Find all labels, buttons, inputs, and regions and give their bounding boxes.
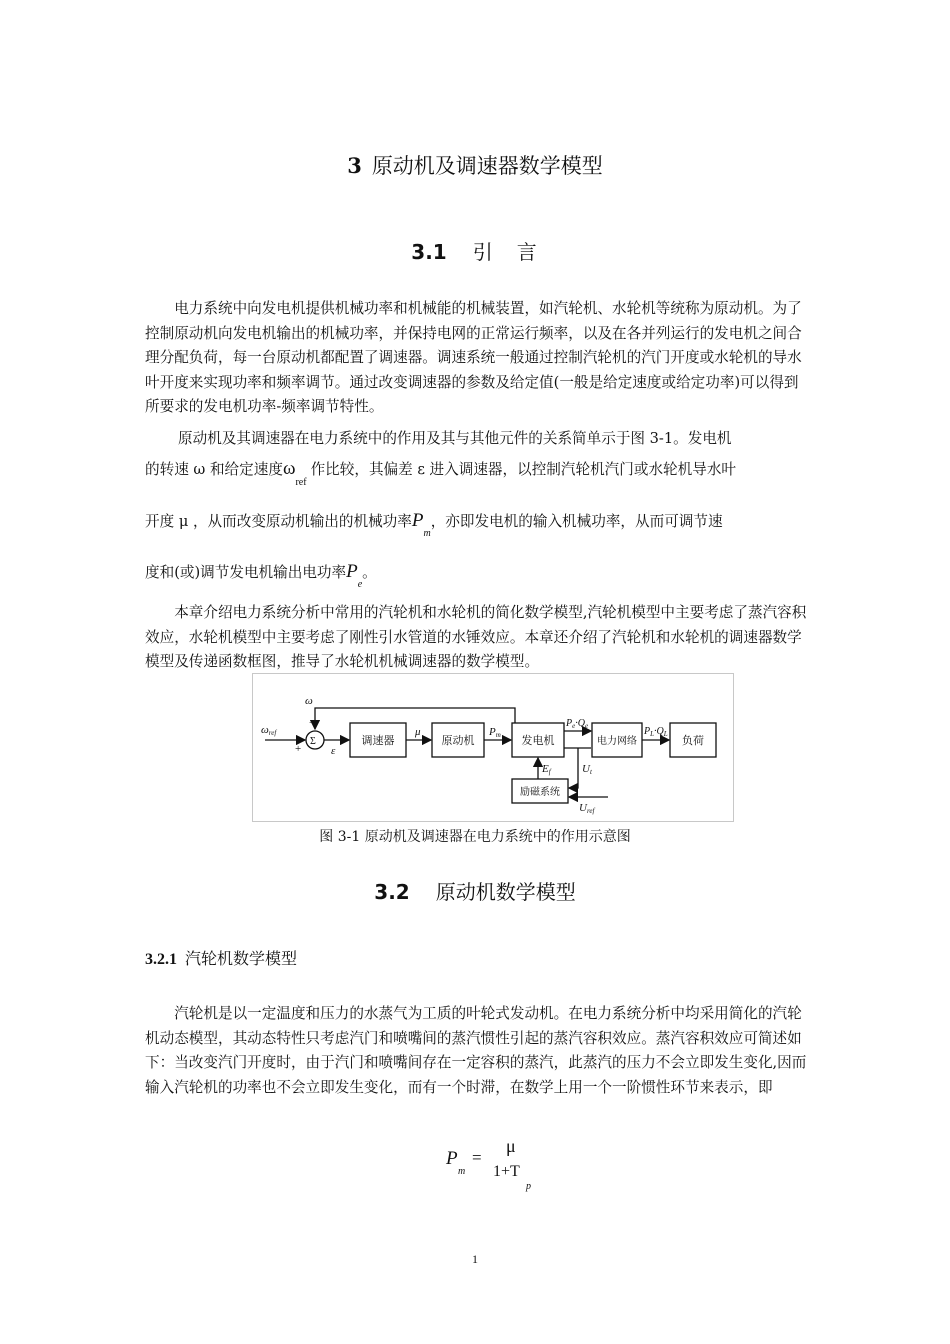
formula-equals: = <box>472 1148 482 1167</box>
omega-ref-symbol: ω <box>282 458 296 479</box>
text-segment: 作比较，其偏差 ε 进入调速器，以控制汽轮机汽门或水轮机导水叶 <box>310 461 737 478</box>
intro-paragraph-2-line-2 <box>145 458 737 488</box>
pl-ql-label: $P_L\cdot Q_L$ <box>644 726 668 738</box>
pe-symbol: P <box>346 561 358 582</box>
text-segment: 的转速 ω 和给定速度 <box>145 461 283 478</box>
formula-lhs: P <box>446 1148 458 1169</box>
formula-denominator <box>493 1163 520 1181</box>
section-title-3-2 <box>0 876 950 905</box>
section-title-text: 引 言 <box>472 240 539 264</box>
steam-turbine-paragraph: 汽轮机是以一定温度和压力的水蒸气为工质的叶轮式发动机。在电力系统分析中均采用简化的汽轮机动态模型，其动态特性只考虑汽门和喷嘴间的蒸汽惯性引起的蒸汽容积效应。蒸汽容积效应可简述如下：当改变汽门开度时，由于汽门和喷嘴间存在一定容积的蒸汽，此蒸汽的压力不会立即发生变化,因而输入汽轮机的功率也不会立即发生变化，而有一个时滞，在数学上用一个一阶惯性环节来表示，即 <box>145 1005 807 1096</box>
pm-symbol: P <box>411 510 424 531</box>
subsection-title-3-2-1 <box>145 946 297 969</box>
block-diagram <box>253 674 733 821</box>
text-segment: 度和(或)调节发电机输出电功率 <box>145 564 347 581</box>
chapter-title-text: 原动机及调速器数学模型 <box>371 154 603 178</box>
section-number: 3.2 <box>374 880 410 904</box>
mu-label: μ <box>415 726 421 738</box>
intro-paragraph-2-line-4 <box>145 561 377 590</box>
subsection-number: 3.2.1 <box>145 951 177 968</box>
intro-paragraph-3: 本章介绍电力系统分析中常用的汽轮机和水轮机的简化数学模型,汽轮机模型中主要考虑了蒸汽容积效应，水轮机模型中主要考虑了刚性引水管道的水锤效应。本章还介绍了汽轮机和水轮机的调速器数学模型及传递函数框图，推导了水轮机机械调速器的数学模型。 <box>145 604 807 670</box>
omega-ref-label: ωref <box>261 724 277 737</box>
formula-numerator: μ <box>506 1136 516 1156</box>
formula-pm <box>446 1136 576 1196</box>
plus-sign: + <box>295 743 302 755</box>
minus-sign: − <box>309 717 316 729</box>
section-title-3-1 <box>0 236 950 265</box>
section-number: 3.1 <box>411 240 447 264</box>
subsection-title-text: 汽轮机数学模型 <box>185 949 298 968</box>
ef-label: Ef <box>542 763 551 776</box>
chapter-number: 3 <box>347 153 362 178</box>
ut-label: Ut <box>582 763 592 776</box>
text-segment: 开度 μ ，从而改变原动机输出的机械功率 <box>145 513 412 530</box>
ut-line <box>569 748 578 788</box>
chapter-title <box>0 150 950 180</box>
figure-3-1 <box>252 673 734 822</box>
epsilon-label: ε <box>331 745 336 757</box>
denominator-text: 1+T <box>493 1163 520 1180</box>
pe-qe-label: $P_e\cdot Q_e$ <box>566 718 589 730</box>
uref-label: Uref <box>579 802 595 815</box>
formula-denominator-subscript: p <box>526 1181 531 1192</box>
text-segment: 。 <box>362 564 377 581</box>
intro-paragraph-1: 电力系统中向发电机提供机械功率和机械能的机械装置，如汽轮机、水轮机等统称为原动机。为了控制原动机向发电机输出的机械功率，并保持电网的正常运行频率，以及在各并列运行的发电机之间合理分配负荷，每一台原动机都配置了调速器。调速系统一般通过控制汽轮机的汽门开度或水轮机的导水叶开度来实现功率和频率调节。通过改变调速器的参数及给定值(一般是给定速度或给定功率)可以得到所要求的发电机功率-频率调节特性。 <box>145 300 802 415</box>
exciter-label: 励磁系统 <box>520 787 560 798</box>
governor-label: 调速器 <box>361 734 395 747</box>
prime-mover-label: 原动机 <box>441 734 475 747</box>
intro-paragraph-2-line-1: 原动机及其调速器在电力系统中的作用及其与其他元件的关系简单示于图 3-1。发电机 <box>178 430 732 447</box>
pm-label: Pm <box>489 726 501 739</box>
pe-subscript: e <box>357 579 363 590</box>
pm-subscript: m <box>423 528 431 539</box>
load-label: 负荷 <box>682 734 704 747</box>
text-segment: ，亦即发电机的输入机械功率，从而可调节速 <box>430 513 723 530</box>
sigma-symbol: Σ <box>310 736 316 747</box>
intro-paragraph-2-line-3 <box>145 510 723 539</box>
generator-label: 发电机 <box>521 734 555 747</box>
omega-label: ω <box>305 695 313 707</box>
formula-lhs-subscript: m <box>458 1166 466 1177</box>
omega-ref-subscript: ref <box>295 477 307 488</box>
section-title-text: 原动机数学模型 <box>435 880 576 904</box>
network-label: 电力网络 <box>597 736 637 747</box>
page-number: 1 <box>472 1252 478 1266</box>
figure-caption: 图 3-1 原动机及调速器在电力系统中的作用示意图 <box>319 829 631 845</box>
